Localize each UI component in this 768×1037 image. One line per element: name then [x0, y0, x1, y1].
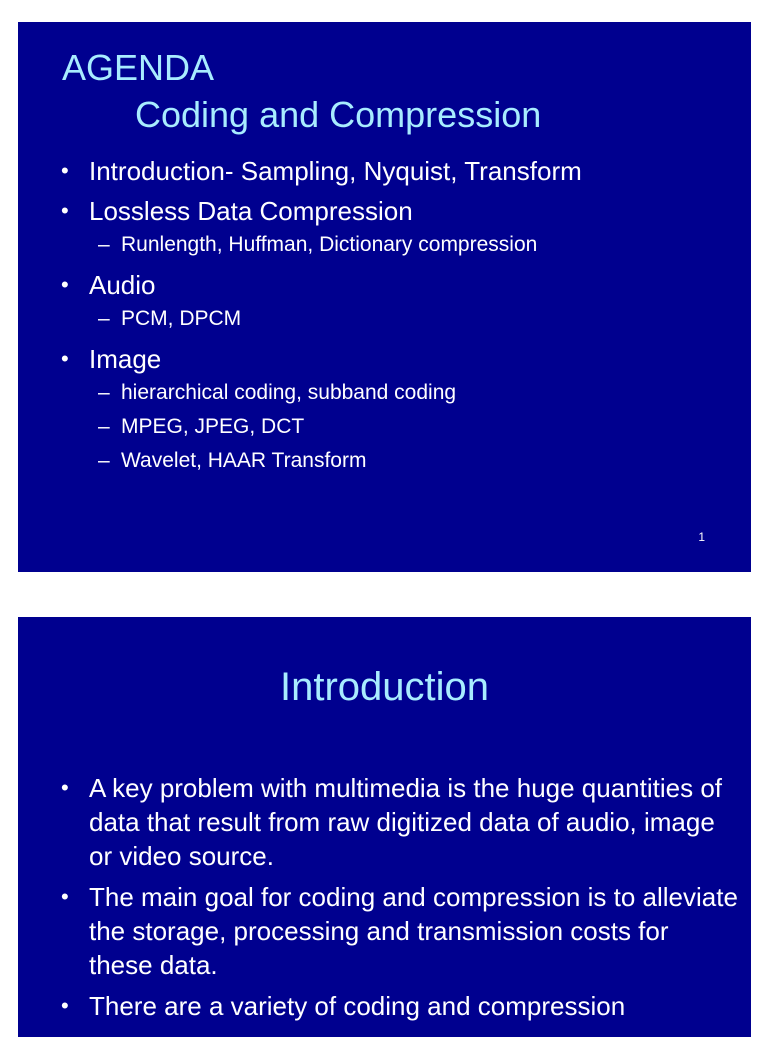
bullet-glyph: • — [61, 993, 69, 1018]
dash-glyph: – — [98, 449, 110, 472]
agenda-subitem — [89, 410, 738, 444]
agenda-subitem-list — [89, 228, 738, 262]
agenda-bullet-list — [58, 154, 738, 484]
dash-glyph: – — [98, 307, 110, 330]
agenda-bullet-text: Introduction- Sampling, Nyquist, Transform — [89, 156, 582, 186]
agenda-bullet — [58, 342, 738, 478]
agenda-subitem-text: PCM, DPCM — [121, 307, 242, 330]
agenda-subitem-text: Runlength, Huffman, Dictionary compression — [121, 233, 538, 256]
agenda-subitem-text: hierarchical coding, subband coding — [121, 381, 457, 404]
slide-introduction — [18, 617, 751, 1037]
introduction-bullet-text: The main goal for coding and compression is to alleviate the storage, processing and transmission costs for these data. — [89, 882, 738, 980]
agenda-bullet-text: Audio — [89, 270, 156, 300]
introduction-bullet-list — [58, 771, 738, 1030]
agenda-subitem — [89, 444, 738, 478]
bullet-glyph: • — [61, 884, 69, 909]
slide-title-agenda: AGENDA — [62, 47, 215, 88]
agenda-bullet-text: Image — [89, 344, 162, 374]
introduction-bullet — [58, 771, 738, 873]
agenda-bullet — [58, 154, 738, 188]
agenda-subitem-text: Wavelet, HAAR Transform — [121, 449, 367, 472]
agenda-subitem-list — [89, 376, 738, 478]
agenda-subitem-text: MPEG, JPEG, DCT — [121, 415, 305, 438]
bullet-glyph: • — [61, 775, 69, 800]
agenda-subitem — [89, 376, 738, 410]
slide-agenda — [18, 22, 751, 572]
dash-glyph: – — [98, 415, 110, 438]
dash-glyph: – — [98, 381, 110, 404]
slide-page-number: 1 — [698, 530, 705, 544]
bullet-glyph: • — [61, 198, 69, 223]
bullet-glyph: • — [61, 158, 69, 183]
agenda-bullet — [58, 268, 738, 336]
dash-glyph: – — [98, 233, 110, 256]
slide-subtitle: Coding and Compression — [135, 94, 542, 135]
introduction-bullet — [58, 989, 738, 1023]
introduction-bullet-text: There are a variety of coding and compression — [89, 991, 626, 1021]
introduction-bullet — [58, 880, 738, 982]
agenda-subitem — [89, 302, 738, 336]
bullet-glyph: • — [61, 272, 69, 297]
agenda-subitem-list — [89, 302, 738, 336]
introduction-bullet-text: A key problem with multimedia is the huge quantities of data that result from raw digitized data of audio, image or video source. — [89, 773, 723, 871]
agenda-subitem — [89, 228, 738, 262]
agenda-bullet — [58, 194, 738, 262]
slide-title-introduction: Introduction — [279, 665, 490, 709]
bullet-glyph: • — [61, 346, 69, 371]
agenda-bullet-text: Lossless Data Compression — [89, 196, 413, 226]
